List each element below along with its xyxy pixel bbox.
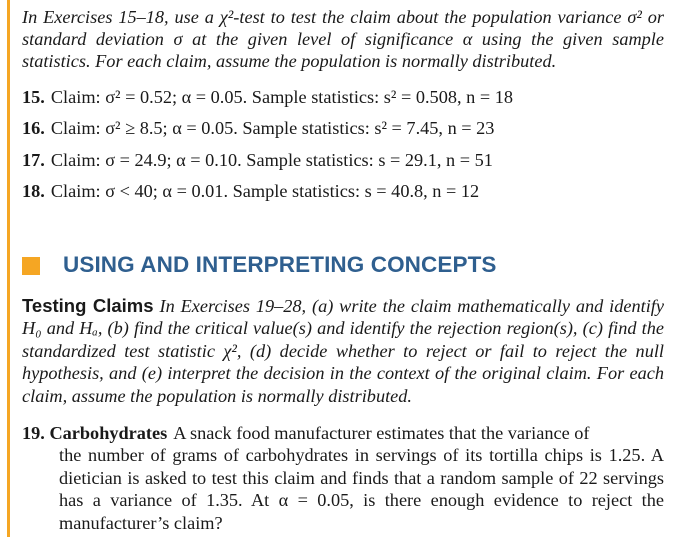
- exercise-item: [22, 180, 479, 202]
- section-heading: USING AND INTERPRETING CONCEPTS: [63, 252, 497, 277]
- exercise-instructions: In Exercises 15–18, use a χ²-test to test the claim about the population variance σ² or standard deviation σ at the given level of significance α using the given sample statistics. For each claim, assume the population is normally distributed.: [22, 7, 664, 71]
- exercise-item: [22, 86, 513, 108]
- exercise-item: [22, 149, 493, 171]
- exercise-item: [22, 117, 494, 139]
- exercise-19-title: Carbohydrates: [49, 423, 168, 443]
- exercise-number: 15.: [22, 87, 45, 107]
- exercise-text: Claim: σ² = 0.52; α = 0.05. Sample statistics: s² = 0.508, n = 18: [50, 87, 513, 107]
- exercise-text: Claim: σ = 24.9; α = 0.10. Sample statistics: s = 29.1, n = 51: [50, 150, 493, 170]
- testing-claims-paragraph: [22, 295, 664, 407]
- exercise-number: 18.: [22, 181, 45, 201]
- testing-claims-body: In Exercises 19–28, (a) write the claim mathematically and identify H₀ and Hₐ, (b) find the critical value(s) and identify the rejection region(s), (c) find the standardized test statistic χ², (d) decide whether to reject or fail to reject the null hypothesis, and (e) interpret the decision in the context of the original claim. For each claim, assume the population is normally distributed.: [22, 296, 664, 406]
- exercise-19-body: the number of grams of carbohydrates in servings of its tortilla chips is 1.25. A dietician is asked to test this claim and finds that a random sample of 22 servings has a variance of 1.35. At α = 0.05, is there enough evidence to reject the manufacturer’s claim?: [59, 445, 664, 533]
- exercise-19-line1: A snack food manufacturer estimates that the variance of: [173, 423, 590, 443]
- exercise-text: Claim: σ² ≥ 8.5; α = 0.05. Sample statistics: s² = 7.45, n = 23: [50, 118, 495, 138]
- exercise-19: [22, 422, 664, 534]
- section-marker-square: [22, 257, 40, 275]
- exercise-number: 17.: [22, 150, 45, 170]
- testing-claims-lead: Testing Claims: [22, 295, 154, 316]
- exercise-text: Claim: σ < 40; α = 0.01. Sample statistics: s = 40.8, n = 12: [50, 181, 480, 201]
- margin-accent-rule: [7, 0, 10, 537]
- exercise-number: 16.: [22, 118, 45, 138]
- exercise-19-number: 19.: [22, 423, 45, 443]
